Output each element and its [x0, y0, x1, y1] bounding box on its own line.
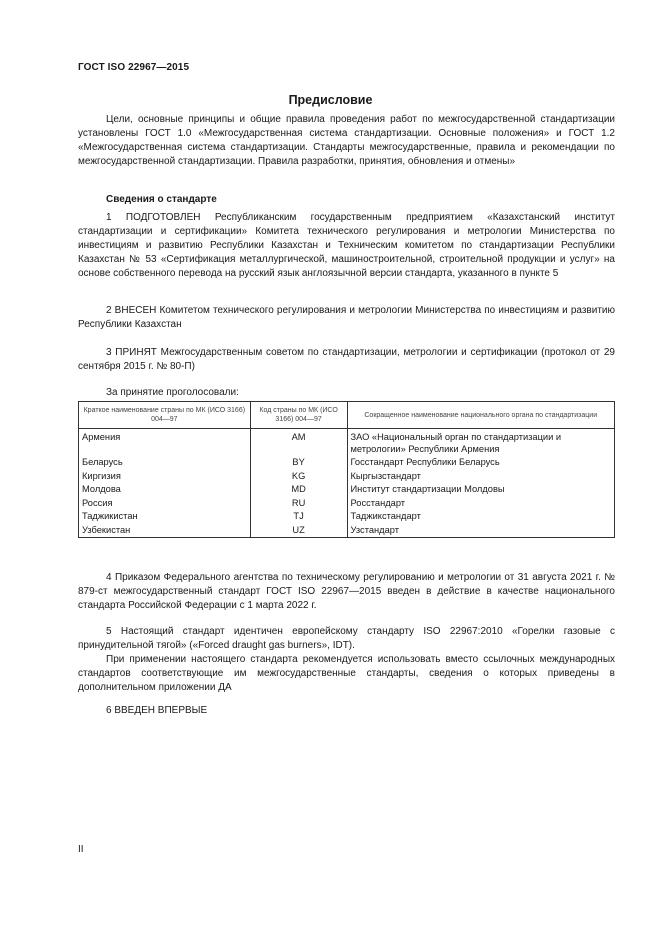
country-code: RU	[250, 497, 347, 511]
country-code: TJ	[250, 510, 347, 524]
country-code: MD	[250, 483, 347, 497]
section-subtitle: Сведения о стандарте	[106, 194, 217, 205]
country-code: BY	[250, 456, 347, 470]
item-4-order: 4 Приказом Федерального агентства по техническому регулированию и метрологии от 31 августа 2021 г. № 879-ст межгосударственный стандарт ГОСТ ISO 22967—2015 введен в действие в качестве национального стандарта Российской Федерации с 1 марта 2022 г.	[78, 572, 615, 611]
item-1-prepared: 1 ПОДГОТОВЛЕН Республиканским государственным предприятием «Казахстанский институт стандартизации и сертификации» Комитета технического регулирования и метрологии Министерства по инвестициям и развитию Республики Казахстан и Техническим комитетом по стандартизации Республики Казахстан № 53 «Сертификация металлургической, машиностроительной, строительной продукции и услуг» на основе собственного перевода на русский язык англоязычной версии стандарта, указанного в пункте 5	[78, 212, 615, 279]
item-2-introduced: 2 ВНЕСЕН Комитетом технического регулирования и метрологии Министерства по инвестициям и развитию Республики Казахстан	[78, 305, 615, 330]
country-name: Узбекистан	[79, 524, 251, 538]
table-row	[79, 456, 615, 470]
national-body: Госстандарт Республики Беларусь	[347, 456, 615, 470]
voting-table	[78, 401, 615, 538]
table-header-cell: Краткое наименование страны по МК (ИСО 3166) 004—97	[79, 402, 251, 429]
table-row	[79, 510, 615, 524]
country-name: Молдова	[79, 483, 251, 497]
item-5-identical: 5 Настоящий стандарт идентичен европейскому стандарту ISO 22967:2010 «Горелки газовые с принудительной тягой» («Forced draught gas burners», IDT).	[78, 626, 615, 651]
national-body: Росстандарт	[347, 497, 615, 511]
item-6-first-introduced: 6 ВВЕДЕН ВПЕРВЫЕ	[106, 705, 208, 716]
national-body: Институт стандартизации Молдовы	[347, 483, 615, 497]
vote-label: За принятие проголосовали:	[106, 387, 239, 398]
country-name: Таджикистан	[79, 510, 251, 524]
country-code: AM	[250, 429, 347, 457]
page-title: Предисловие	[288, 93, 373, 107]
country-name: Киргизия	[79, 470, 251, 484]
intro-paragraph: Цели, основные принципы и общие правила проведения работ по межгосударственной стандартизации установлены ГОСТ 1.0 «Межгосударственная система стандартизации. Основные положения» и ГОСТ 1.2 «Межгосударственная система стандартизации. Стандарты межгосударственные, правила и рекомендации по межгосударственной стандартизации. Правила разработки, принятия, обновления и отмены»	[78, 114, 615, 167]
table-row	[79, 497, 615, 511]
table-row	[79, 429, 615, 457]
table-row	[79, 470, 615, 484]
document-id-header: ГОСТ ISO 22967—2015	[78, 62, 190, 73]
country-name: Беларусь	[79, 456, 251, 470]
country-code: UZ	[250, 524, 347, 538]
country-name: Россия	[79, 497, 251, 511]
national-body: Узстандарт	[347, 524, 615, 538]
national-body: Таджикстандарт	[347, 510, 615, 524]
page-number: II	[78, 844, 84, 855]
table-header-row	[79, 402, 615, 429]
table-header-cell: Код страны по МК (ИСО 3166) 004—97	[250, 402, 347, 429]
table-header-cell: Сокращенное наименование национального органа по стандартизации	[347, 402, 615, 429]
item-3-adopted: 3 ПРИНЯТ Межгосударственным советом по стандартизации, метрологии и сертификации (протокол от 29 сентября 2015 г. № 80-П)	[78, 347, 615, 372]
country-name: Армения	[79, 429, 251, 457]
national-body: ЗАО «Национальный орган по стандартизации и метрологии» Республики Армения	[347, 429, 615, 457]
table-row	[79, 483, 615, 497]
item-5-note: При применении настоящего стандарта рекомендуется использовать вместо ссылочных международных стандартов соответствующие им межгосударственные стандарты, сведения о которых приведены в дополнительном приложении ДА	[78, 654, 615, 693]
national-body: Кыргызстандарт	[347, 470, 615, 484]
table-row	[79, 524, 615, 538]
country-code: KG	[250, 470, 347, 484]
